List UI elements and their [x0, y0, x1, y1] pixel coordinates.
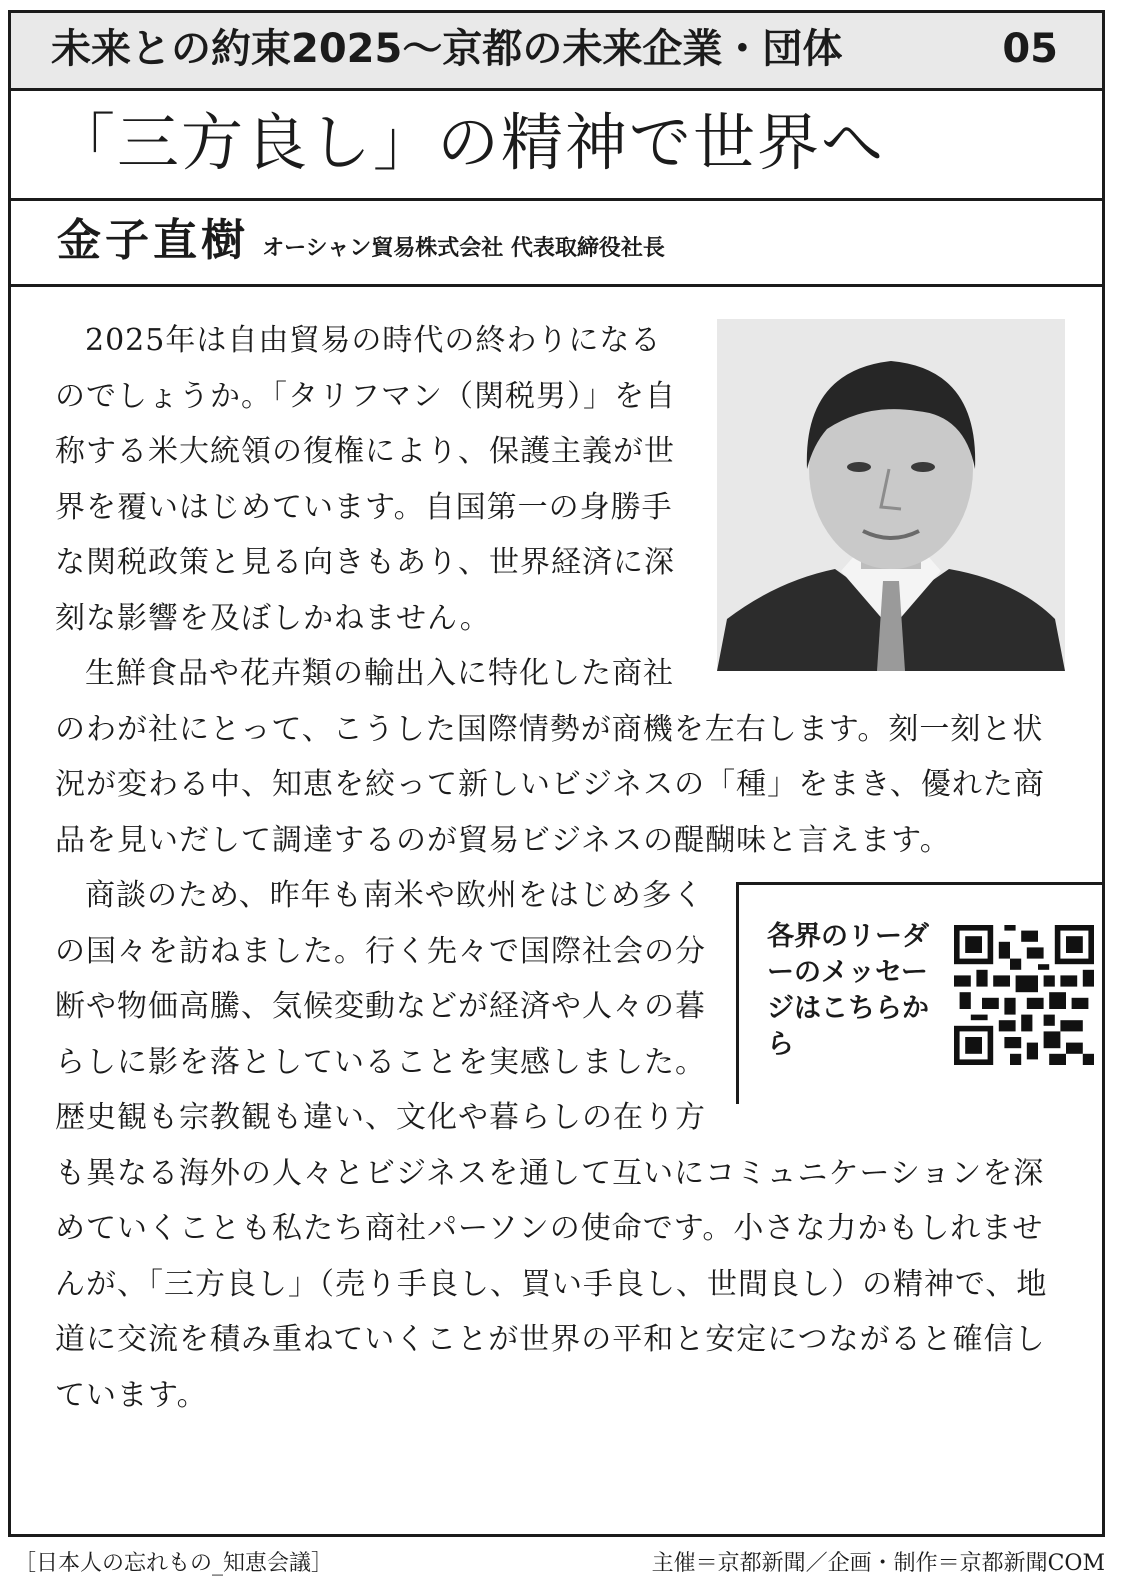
- headline: 「三方良し」の精神で世界へ: [11, 91, 1102, 201]
- author-name: 金子直樹: [57, 215, 249, 266]
- series-header: [11, 13, 1102, 91]
- article-body: [55, 313, 1065, 1423]
- paragraph-2: 生鮮食品や花卉類の輸出入に特化した商社のわが社にとって、こうした国際情勢が商機を左右します。刻一刻と状況が変わる中、知恵を絞って新しいビジネスの「種」をまき、優れた商品を見いだして調達するのが貿易ビジネスの醍醐味と言えます。: [55, 656, 1045, 858]
- qr-label-text: 各界のリーダーのメッセージはこちらから: [767, 921, 929, 1060]
- portrait-photo: [717, 319, 1065, 671]
- paragraph-3: 商談のため、昨年も南米や欧州をはじめ多くの国々を訪ねました。行く先々で国際社会の分断や物価高騰、気候変動などが経済や人々の暮らしに影を落としていることを実感しました。歴史観も宗教観も違い、文化や暮らしの在り方も異なる海外の人々とビジネスを通して互いにコミュニケーションを深めていくことも私たち商社パーソンの使命です。小さな力かもしれませんが、「三方良し」（売り手良し、買い手良し、世間良し）の精神で、地道に交流を積み重ねていくことが世界の平和と安定につながると確信しています。: [55, 878, 1048, 1413]
- paragraph-1: 2025年は自由貿易の時代の終わりになるのでしょうか。「タリフマン（関税男）」を自称する米大統領の復権により、保護主義が世界を覆いはじめています。自国第一の身勝手な関税政策と見る向きもあり、世界経済に深刻な影響を及ぼしかねません。: [55, 323, 676, 636]
- author-title: オーシャン貿易株式会社 代表取締役社長: [262, 236, 665, 261]
- qr-code-icon[interactable]: [954, 925, 1094, 1065]
- byline: [11, 201, 1102, 287]
- series-title: 未来との約束2025～京都の未来企業・団体: [51, 26, 843, 72]
- series-number: 05: [1002, 26, 1058, 72]
- footer-left: ［日本人の忘れもの_知恵会議］: [14, 1551, 334, 1576]
- article-frame: [8, 10, 1105, 1537]
- footer-right: 主催＝京都新聞／企画・制作＝京都新聞COM: [651, 1551, 1105, 1576]
- portrait-icon: [717, 319, 1065, 671]
- footer: [14, 1544, 1105, 1584]
- qr-box: [736, 882, 1102, 1104]
- qr-label: [767, 919, 947, 1063]
